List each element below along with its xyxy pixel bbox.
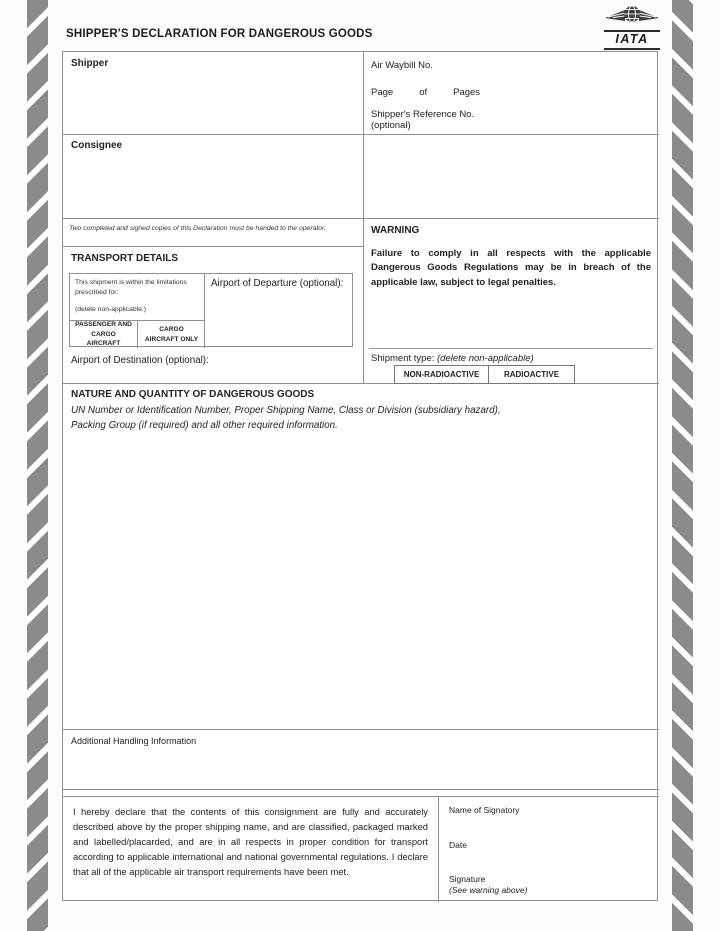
name-of-signatory-label: Name of Signatory [449, 805, 520, 815]
hazard-stripes-right [672, 0, 693, 931]
warning-divider [369, 348, 653, 349]
iata-logo [604, 5, 660, 50]
additional-handling-label: Additional Handling Information [71, 736, 197, 746]
shippers-reference-optional-label: (optional) [371, 120, 411, 131]
airport-of-departure-label: Airport of Departure (optional): [211, 278, 344, 289]
shipper-field[interactable] [63, 52, 363, 134]
declaration-form [62, 51, 658, 901]
nature-and-quantity-field[interactable] [63, 383, 659, 729]
airport-of-destination-label: Airport of Destination (optional): [71, 355, 209, 366]
shipment-type-label-row [371, 353, 534, 364]
declaration-text-cell [63, 797, 439, 902]
nature-description-line1: UN Number or Identification Number, Proper Shipping Name, Class or Division (subsidiary hazard), [71, 405, 501, 416]
air-waybill-label: Air Waybill No. [371, 60, 433, 71]
declaration-text: I hereby declare that the contents of this consignment are fully and accurately described above by the proper shipping name, and are classified, packaged marked and labelled/placarded, and are in all respects in proper condition for transport according to applicable international and national governmental regulations. I declare that all of the applicable air transport requirements have been met. [73, 806, 428, 878]
hazard-stripes-left [27, 0, 48, 931]
warning-text: Failure to comply in all respects with the applicable Dangerous Goods Regulations may be in breach of the applicable law, subject to legal penalties. [371, 248, 651, 288]
of-label: of [419, 87, 428, 98]
consignee-field[interactable] [63, 134, 363, 218]
row-divider-note [63, 246, 363, 247]
additional-handling-field[interactable] [63, 729, 659, 790]
option-cargo-aircraft-only[interactable]: CARGO AIRCRAFT ONLY [137, 321, 205, 348]
page-title: SHIPPER'S DECLARATION FOR DANGEROUS GOODS [66, 28, 373, 40]
warning-section [363, 218, 659, 383]
signature-warning-note: (See warning above) [449, 885, 528, 895]
pages-label: Pages [453, 87, 481, 98]
page-of-pages-field[interactable] [371, 87, 480, 98]
delete-non-applicable-note: (delete non-applicable.) [75, 306, 147, 314]
date-label: Date [449, 840, 467, 850]
consignee-label: Consignee [71, 140, 123, 151]
airport-of-departure-field[interactable] [206, 274, 354, 347]
signature-label: Signature [449, 874, 486, 884]
air-waybill-field[interactable] [363, 52, 659, 134]
option-non-radioactive[interactable]: NON-RADIOACTIVE [394, 365, 489, 384]
shipment-type-note: (delete non-applicable) [437, 353, 534, 364]
shipment-type-label: Shipment type: [371, 353, 435, 364]
warning-heading: WARNING [371, 225, 420, 236]
page-label: Page [371, 87, 394, 98]
shippers-reference-label: Shipper's Reference No. [371, 109, 475, 120]
shipper-label: Shipper [71, 58, 109, 69]
option-passenger-cargo-aircraft[interactable]: PASSENGER AND CARGO AIRCRAFT [75, 320, 132, 348]
airport-of-destination-field[interactable] [63, 347, 363, 383]
nature-description-line2: Packing Group (if required) and all other required information. [71, 419, 338, 431]
limitations-cell [70, 274, 205, 348]
iata-globe-wings-icon [605, 5, 659, 27]
signatory-cell[interactable] [440, 797, 659, 902]
option-radioactive[interactable]: RADIOACTIVE [488, 365, 575, 384]
air-waybill-extra-field[interactable] [363, 134, 659, 218]
nature-description [63, 400, 659, 433]
limitations-text: This shipment is within the limitations prescribed for: [75, 279, 187, 297]
transport-details-box [69, 273, 353, 347]
shipment-type-options [394, 365, 575, 384]
operator-copies-note: Two completed and signed copies of this Declaration must be handed to the operator. [69, 225, 326, 232]
nature-heading: NATURE AND QUANTITY OF DANGEROUS GOODS [71, 389, 315, 400]
aircraft-options-row [70, 320, 205, 348]
declaration-section [63, 796, 659, 901]
transport-details-heading: TRANSPORT DETAILS [71, 253, 179, 264]
iata-logo-text: IATA [604, 30, 660, 50]
